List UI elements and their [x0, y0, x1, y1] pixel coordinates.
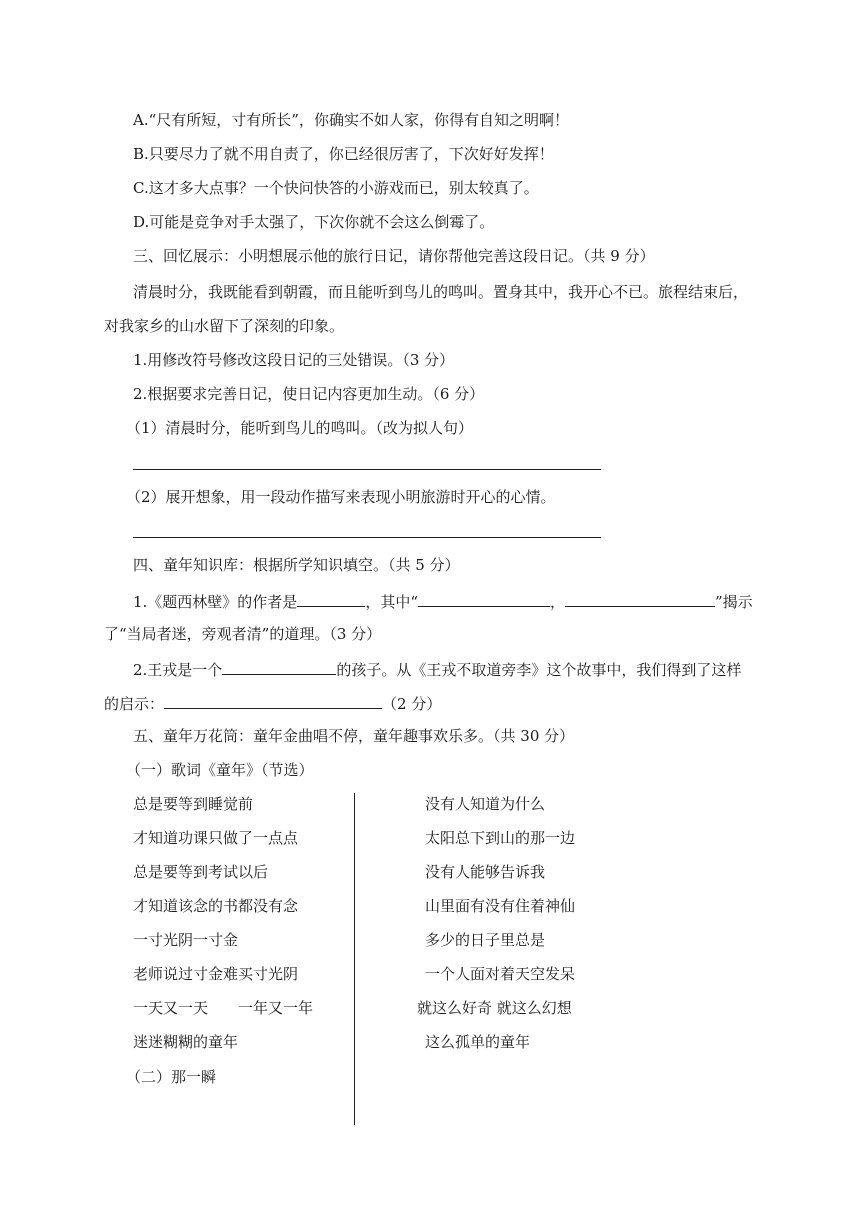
lyric-left: 老师说过寸金难买寸光阴: [133, 965, 299, 983]
lyric-left: 迷迷糊糊的童年: [133, 1033, 239, 1051]
option-b: B.只要尽力了就不用自责了，你已经很厉害了，下次好好发挥！: [133, 145, 554, 163]
section5-heading: 五、童年万花筒：童年金曲唱不停，童年趣事欢乐多。（共 30 分）: [133, 727, 575, 745]
answer-line-2[interactable]: [133, 537, 601, 538]
q2-text-c: 的启示：: [104, 695, 165, 713]
section3-q2-2: （2）展开想象，用一段动作描写来表现小明旅游时开心的心情。: [126, 488, 556, 506]
q1-text-a: 1.《题西林壁》的作者是: [133, 593, 298, 611]
diary-line-2: 对我家乡的山水留下了深刻的印象。: [104, 317, 345, 335]
lyric-right: 没有人知道为什么: [425, 795, 546, 813]
lyric-left: 一天又一天 一年又一年: [133, 999, 314, 1017]
lyric-right: 多少的日子里总是: [425, 931, 546, 949]
lyric-left: 才知道该念的书都没有念: [133, 897, 299, 915]
q1-text-b: ，其中“: [365, 593, 418, 611]
q2-text-d: （2 分）: [382, 695, 442, 713]
section4-q2-line1: [133, 658, 741, 680]
lyric-right: 太阳总下到山的那一边: [425, 829, 576, 847]
lyric-left: 总是要等到考试以后: [133, 863, 269, 881]
section3-q1: 1.用修改符号修改这段日记的三处错误。（3 分）: [133, 351, 455, 369]
lyric-left: 才知道功课只做了一点点: [133, 829, 299, 847]
diary-line-1: 清晨时分，我既能看到朝霞，而且能听到鸟儿的鸣叫。置身其中，我开心不已。旅程结束后，: [133, 283, 749, 301]
answer-line-1[interactable]: [133, 469, 601, 470]
section5-sub1: （一）歌词《童年》（节选）: [126, 761, 314, 779]
option-d: D.可能是竞争对手太强了，下次你就不会这么倒霉了。: [133, 213, 495, 231]
q2-text-a: 2.王戎是一个: [133, 661, 223, 679]
lyric-right: 一个人面对着天空发呆: [425, 965, 576, 983]
section4-q1-line2: 了“当局者迷，旁观者清”的道理。（3 分）: [104, 625, 382, 643]
section4-q1-line1: [133, 590, 753, 612]
section3-heading: 三、回忆展示：小明想展示他的旅行日记，请你帮他完善这段日记。（共 9 分）: [133, 247, 655, 265]
section4-q2-line2: [104, 692, 441, 714]
lyrics-divider: [354, 793, 355, 1125]
blank-wangrong[interactable]: [222, 658, 336, 675]
lyric-left: 一寸光阴一寸金: [133, 931, 239, 949]
section5-sub2: （二）那一瞬: [126, 1068, 217, 1086]
lyric-right: 就这么好奇 就这么幻想: [417, 999, 572, 1017]
option-c: C.这才多大点事？一个快问快答的小游戏而已，别太较真了。: [133, 179, 539, 197]
blank-enlightenment[interactable]: [164, 692, 382, 709]
q1-text-c: ，: [550, 593, 566, 611]
blank-author[interactable]: [297, 590, 365, 607]
lyric-right: 这么孤单的童年: [425, 1033, 531, 1051]
lyric-right: 山里面有没有住着神仙: [425, 897, 576, 915]
q2-text-b: 的孩子。从《王戎不取道旁李》这个故事中，我们得到了这样: [336, 661, 742, 679]
section4-heading: 四、童年知识库：根据所学知识填空。（共 5 分）: [133, 556, 460, 574]
section3-q2-1: （1）清晨时分，能听到鸟儿的鸣叫。（改为拟人句）: [126, 419, 474, 437]
blank-poem-line-1[interactable]: [418, 590, 550, 607]
lyric-right: 没有人能够告诉我: [425, 863, 546, 881]
section3-q2: 2.根据要求完善日记，使日记内容更加生动。（6 分）: [133, 385, 485, 403]
lyric-left: 总是要等到睡觉前: [133, 795, 254, 813]
blank-poem-line-2[interactable]: [565, 590, 715, 607]
option-a: A.“尺有所短，寸有所长”，你确实不如人家，你得有自知之明啊！: [133, 111, 569, 129]
q1-text-d: ”揭示: [715, 593, 753, 611]
